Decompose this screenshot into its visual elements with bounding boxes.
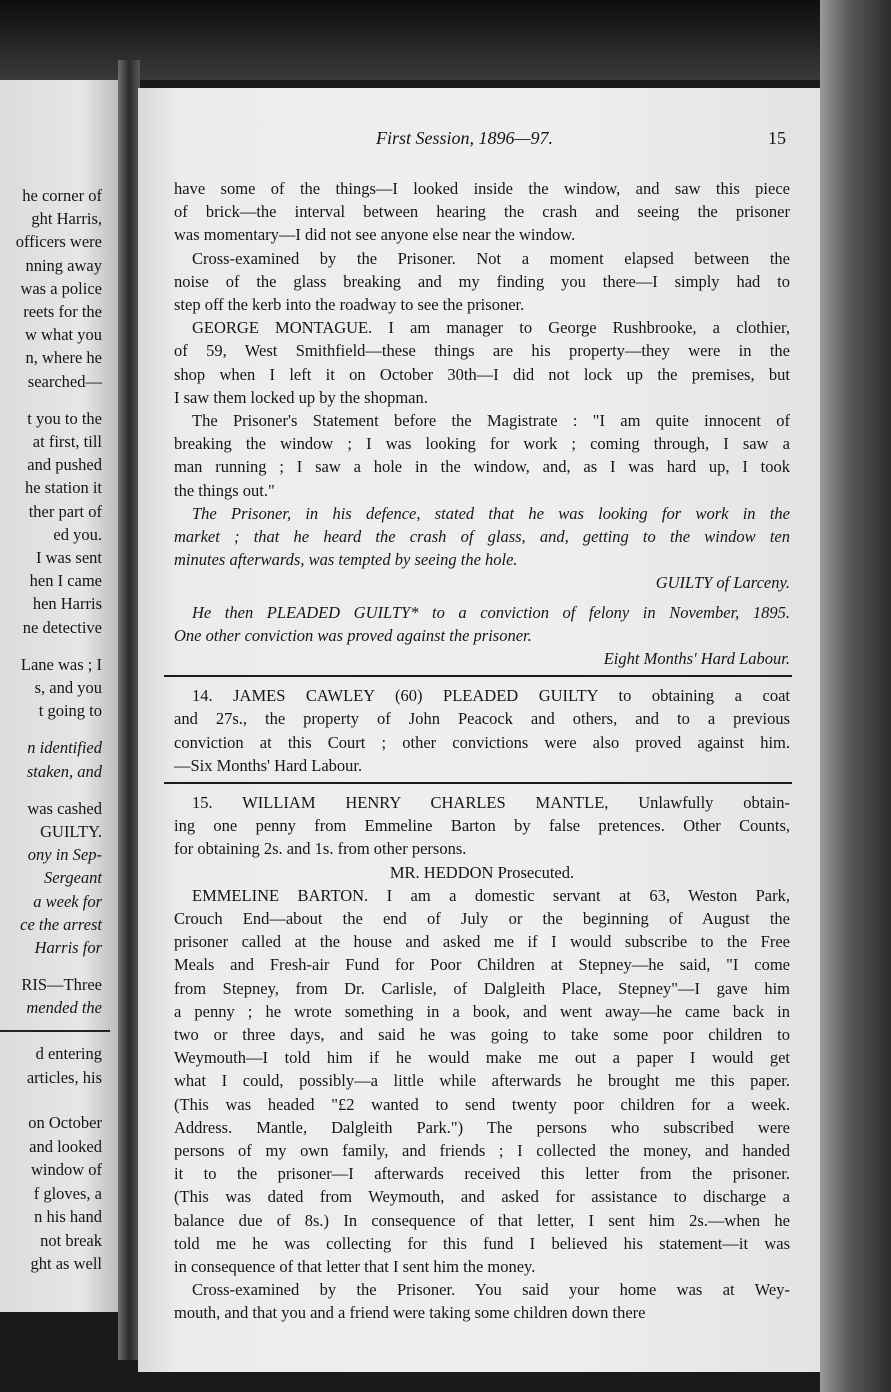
witness-testimony-paragraph: told me he was collecting for this fund I believed his statement—it was — [174, 1233, 790, 1253]
left-page-line: d entering — [35, 1044, 102, 1063]
left-page-line: searched— — [27, 371, 102, 391]
witness-testimony-paragraph: GEORGE MONTAGUE. I am manager to George Rushbrooke, a clothier, — [192, 318, 790, 338]
running-header: First Session, 1896—97. — [376, 128, 554, 148]
left-page-line: and pushed — [27, 455, 102, 475]
witness-testimony-paragraph: I saw them locked up by the shopman. — [174, 387, 428, 407]
witness-testimony-paragraph: what I could, possibly—a little while afterwards he brought me this paper. — [174, 1071, 790, 1091]
left-page-line: window of — [30, 1160, 102, 1179]
left-page-line: Harris for — [34, 938, 102, 957]
cross-examination-paragraph: mouth, and that you and a friend were taking some children down there — [174, 1303, 646, 1323]
left-page-line: t going to — [38, 701, 102, 721]
prosecution-counsel: MR. HEDDON Prosecuted. — [389, 862, 575, 882]
witness-testimony-paragraph: (This was headed "£2 wanted to send twenty poor children for a week. — [174, 1094, 790, 1114]
witness-testimony-paragraph: two or three days, and said he was going to take some poor children to — [174, 1025, 790, 1044]
witness-testimony-paragraph: Address. Mantle, Dalgleith Park.") The persons who subscribed were — [174, 1117, 790, 1137]
prisoner-statement-paragraph: The Prisoner's Statement before the Magistrate : "I am quite innocent of — [192, 411, 790, 430]
left-page-line: n, where he — [25, 348, 102, 368]
testimony-paragraph: of brick—the interval between hearing the crash and seeing the prisoner — [174, 202, 790, 222]
left-page-line: a week for — [33, 891, 102, 911]
prisoner-defence-paragraph: minutes afterwards, was tempted by seeing the hole. — [174, 550, 518, 570]
cross-examination-paragraph: Cross-examined by the Prisoner. You said your home was at Wey- — [192, 1280, 790, 1300]
left-page-line: mended the — [26, 998, 102, 1018]
left-page-line: s, and you — [34, 678, 102, 697]
left-page-line: ght Harris, — [31, 209, 102, 229]
left-page-rule — [0, 1030, 110, 1032]
left-page-line: articles, his — [26, 1067, 102, 1087]
section-rule — [164, 675, 792, 677]
left-page-line: n his hand — [34, 1207, 102, 1226]
left-page-line: nning away — [25, 255, 102, 275]
witness-testimony-paragraph: a penny ; he wrote something in a book, and went away—he came back in — [174, 1001, 790, 1021]
witness-testimony-paragraph: Meals and Fresh-air Fund for Poor Children at Stepney—he said, "I come — [174, 955, 790, 975]
prisoner-defence-paragraph: market ; that he heard the crash of glass, and, getting to the window ten — [174, 527, 790, 546]
left-page-line: t you to the — [27, 408, 102, 428]
left-page-line: ed you. — [53, 524, 102, 544]
witness-testimony-paragraph: EMMELINE BARTON. I am a domestic servant at 63, Weston Park, — [192, 885, 790, 905]
sentence: Eight Months' Hard Labour. — [603, 649, 790, 668]
testimony-paragraph: have some of the things—I looked inside the window, and saw this piece — [174, 179, 790, 198]
left-page-line: ony in Sep- — [27, 845, 102, 865]
left-page-line: Sergeant — [43, 868, 102, 888]
left-page-line: hen I came — [29, 571, 102, 591]
witness-testimony-paragraph: balance due of 8s.) In consequence of that letter, I sent him 2s.—when he — [174, 1210, 790, 1230]
case-15-entry: ing one penny from Emmeline Barton by false pretences. Other Counts, — [174, 816, 790, 836]
left-page-line: ght as well — [30, 1254, 102, 1273]
left-page-line: he corner of — [22, 186, 102, 205]
case-14-entry: conviction at this Court ; other convictions were also proved against him. — [174, 732, 790, 752]
witness-testimony-paragraph: prisoner called at the house and asked me if I would subscribe to the Free — [174, 932, 790, 952]
left-page-line: staken, and — [26, 761, 102, 781]
prisoner-defence-paragraph: The Prisoner, in his defence, stated that he was looking for work in the — [192, 503, 790, 523]
witness-testimony-paragraph: shop when I left it on October 30th—I did not lock up the premises, but — [174, 364, 790, 384]
left-page-line: reets for the — [23, 302, 102, 321]
scan-right-edge — [820, 0, 891, 1392]
witness-testimony-paragraph: persons of my own family, and friends ; I collected the money, and handed — [174, 1141, 790, 1160]
testimony-paragraph: was momentary—I did not see anyone else near the window. — [174, 225, 576, 245]
left-page-line: on October — [28, 1113, 102, 1132]
left-page-line: f gloves, a — [33, 1183, 102, 1203]
left-page-line: and looked — [29, 1136, 102, 1156]
prior-conviction-paragraph: One other conviction was proved against the prisoner. — [174, 625, 532, 645]
left-page — [0, 80, 118, 1312]
page-number: 15 — [768, 128, 786, 148]
case-15-entry: for obtaining 2s. and 1s. from other persons. — [174, 839, 467, 859]
left-page-line: RIS—Three — [21, 975, 102, 995]
left-page-line: w what you — [25, 325, 102, 345]
left-page-line: was cashed — [27, 798, 102, 818]
left-page-line: at first, till — [32, 432, 102, 451]
prior-conviction-paragraph: He then PLEADED GUILTY* to a conviction of felony in November, 1895. — [192, 602, 790, 622]
case-14-entry: —Six Months' Hard Labour. — [174, 755, 363, 775]
witness-testimony-paragraph: of 59, West Smithfield—these things are his property—they were in the — [174, 341, 790, 361]
case-14-entry: and 27s., the property of John Peacock and others, and to a previous — [174, 709, 790, 729]
prisoner-statement-paragraph: man running ; I saw a hole in the window, and, as I was hard up, I took — [174, 457, 790, 477]
prisoner-statement-paragraph: the things out." — [174, 480, 275, 500]
left-page-line: officers were — [15, 232, 102, 252]
prisoner-statement-paragraph: breaking the window ; I was looking for work ; coming through, I saw a — [174, 434, 790, 454]
cross-examination-paragraph: step off the kerb into the roadway to see the prisoner. — [174, 295, 525, 314]
book-gutter — [118, 60, 140, 1360]
left-page-line: I was sent — [36, 548, 102, 567]
cross-examination-paragraph: Cross-examined by the Prisoner. Not a moment elapsed between the — [192, 248, 790, 268]
left-page-line: Lane was ; I — [20, 654, 102, 674]
left-page-line: ce the arrest — [20, 914, 102, 934]
verdict: GUILTY of Larceny. — [655, 573, 790, 593]
left-page-line: ther part of — [28, 501, 102, 521]
witness-testimony-paragraph: from Stepney, from Dr. Carlisle, of Dalgleith Place, Stepney"—I gave him — [174, 978, 790, 998]
left-page-line: hen Harris — [32, 594, 102, 614]
witness-testimony-paragraph: (This was dated from Weymouth, and asked for assistance to discharge a — [174, 1187, 790, 1207]
left-page-line: GUILTY. — [40, 822, 102, 841]
case-14-entry: 14. JAMES CAWLEY (60) PLEADED GUILTY to obtaining a coat — [192, 686, 790, 706]
cross-examination-paragraph: noise of the glass breaking and my finding you there—I simply had to — [174, 271, 790, 291]
section-rule — [164, 782, 792, 784]
left-page-line: n identified — [27, 738, 102, 758]
case-15-entry: 15. WILLIAM HENRY CHARLES MANTLE, Unlawfully obtain- — [192, 793, 790, 812]
left-page-line: he station it — [25, 478, 102, 498]
left-page-line: ne detective — [22, 617, 102, 637]
witness-testimony-paragraph: it to the prisoner—I afterwards received this letter from the prisoner. — [174, 1164, 790, 1184]
left-page-line: was a police — [20, 278, 102, 298]
witness-testimony-paragraph: Weymouth—I told him if he would make me out a paper I would get — [174, 1048, 790, 1068]
witness-testimony-paragraph: in consequence of that letter that I sent him the money. — [174, 1257, 536, 1276]
witness-testimony-paragraph: Crouch End—about the end of July or the beginning of August the — [174, 909, 790, 928]
left-page-line: not break — [40, 1230, 102, 1250]
